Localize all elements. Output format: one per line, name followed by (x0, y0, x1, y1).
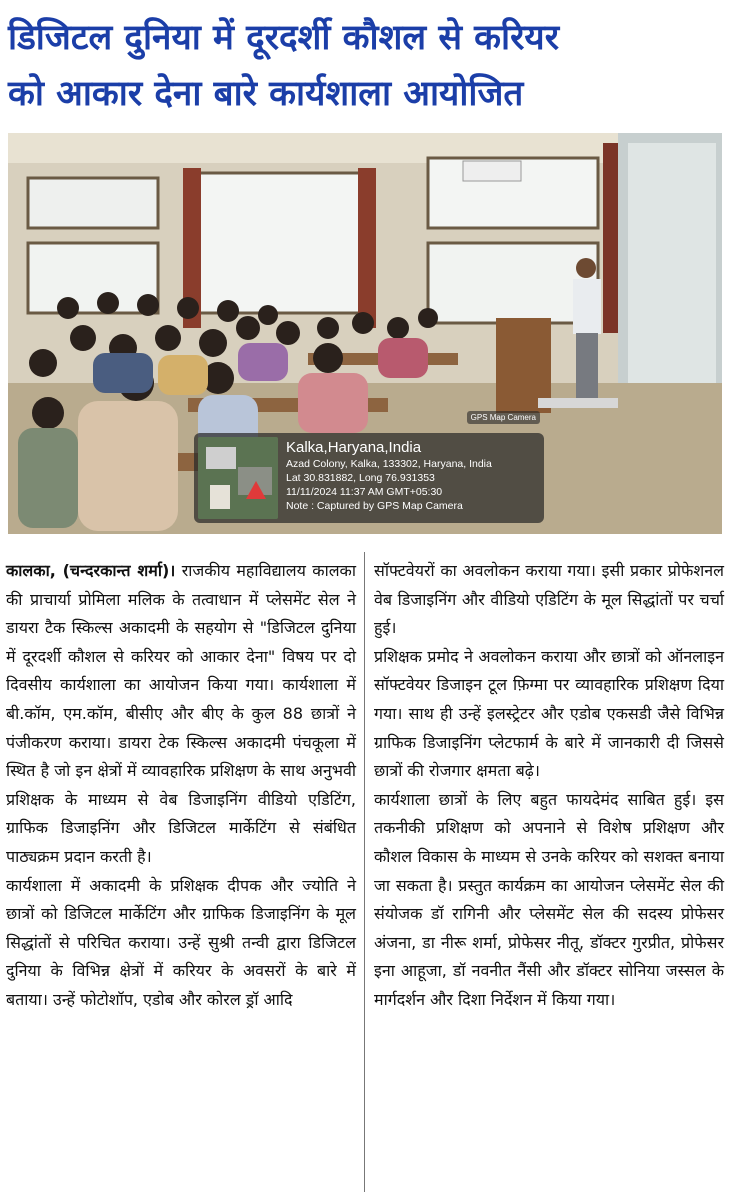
article-paragraph: कार्यशाला छात्रों के लिए बहुत फायदेमंद साबित हुई। इस तकनीकी प्रशिक्षण को अपनाने से विशेष प्रशिक्षण और कौशल विकास के माध्यम से उनके करियर को सशक्त बनाया जा सकता है। प्रस्तुत कार्यक्रम का आयोजन प्लेसमेंट सेल की संयोजक डॉ रागिनी और प्लेसमेंट सेल की सदस्य प्रोफेसर अंजना, डा नीरू शर्मा, प्रोफेसर नीतू, डॉक्टर गुरप्रीत, प्रोफेसर इना आहूजा, डॉ नवनीत नैंसी और डॉक्टर सोनिया जस्सल के मार्गदर्शन और दिशा निर्देशन में किया गया। (374, 789, 724, 1009)
gps-address: Azad Colony, Kalka, 133302, Haryana, India (286, 458, 492, 470)
article-column-left (6, 557, 356, 1015)
article-column-right (374, 557, 724, 1015)
gps-satellite-thumbnail (198, 437, 278, 519)
gps-datetime: 11/11/2024 11:37 AM GMT+05:30 (286, 486, 443, 498)
headline-line-2: को आकार देना बारे कार्यशाला आयोजित (8, 74, 524, 114)
gps-city: Kalka,Haryana,India (286, 439, 422, 456)
gps-coordinates: Lat 30.831882, Long 76.931353 (286, 472, 435, 484)
map-thumbnail-icon (198, 437, 278, 519)
article-paragraph: सॉफ्टवेयरों का अवलोकन कराया गया। इसी प्रकार प्रोफेशनल वेब डिजाइनिंग और वीडियो एडिटिंग के मूल सिद्धांतों पर चर्चा हुई। (374, 561, 724, 638)
classroom-photo (8, 133, 722, 534)
dateline: कालका, (चन्दरकान्त शर्मा)। (6, 561, 176, 580)
headline-line-1: डिजिटल दुनिया में दूरदर्शी कौशल से करियर (8, 18, 560, 58)
article-paragraph: कार्यशाला में अकादमी के प्रशिक्षक दीपक और ज्योति ने छात्रों को डिजिटल मार्केटिंग और ग्राफिक डिजाइनिंग के मूल सिद्धांतों से परिचित कराया। उन्हें सुश्री तन्वी द्वारा डिजिटल दुनिया के विभिन्न क्षेत्रों में करियर के अवसरों के बारे में बताया। उन्हें फोटोशॉप, एडोब और कोरल ड्रॉ आदि (6, 875, 356, 1009)
gps-stamp (194, 413, 544, 523)
paragraph-text: राजकीय महाविद्यालय कालका की प्राचार्या प्रोमिला मलिक के तत्वाधान में प्लेसमेंट सेल ने डायरा टैक स्किल्स अकादमी के सहयोग से "डिजिटल दुनिया में दूरदर्शी कौशल से करियर को आकार देना" विषय पर दो दिवसीय कार्यशाला का आयोजन किया गया। कार्यशाला में बी.कॉम, एम.कॉम, बीसीए और बीए के कुल 88 छात्रों ने पंजीकरण कराया। डायरा टेक स्किल्स अकादमी पंचकूला में स्थित है जो इन क्षेत्रों में व्यावहारिक प्रशिक्षण के साथ अनुभवी प्रशिक्षक के माध्यम से वेब डिजाइनिंग वीडियो एडिटिंग, ग्राफिक डिजाइनिंग और डिजिटल मार्केटिंग से संबंधित पाठ्यक्रम प्रदान करती है। (6, 561, 356, 866)
article-paragraph: प्रशिक्षक प्रमोद ने अवलोकन कराया और छात्रों को ऑनलाइन सॉफ्टवेयर डिजाइन टूल फ़िग्मा पर व्यावहारिक प्रशिक्षण दिया गया। साथ ही उन्हें इलस्ट्रेटर और एडोब एकसडी जैसे विभिन्न ग्राफिक डिजाइनिंग प्लेटफार्म के बारे में जानकारी दी जिससे छात्रों की रोजगार क्षमता बढ़े। (374, 646, 724, 781)
article-paragraph (6, 557, 356, 872)
headline (8, 10, 724, 122)
gps-app-label: GPS Map Camera (467, 411, 540, 424)
gps-note: Note : Captured by GPS Map Camera (286, 500, 463, 512)
column-divider (364, 552, 365, 1192)
